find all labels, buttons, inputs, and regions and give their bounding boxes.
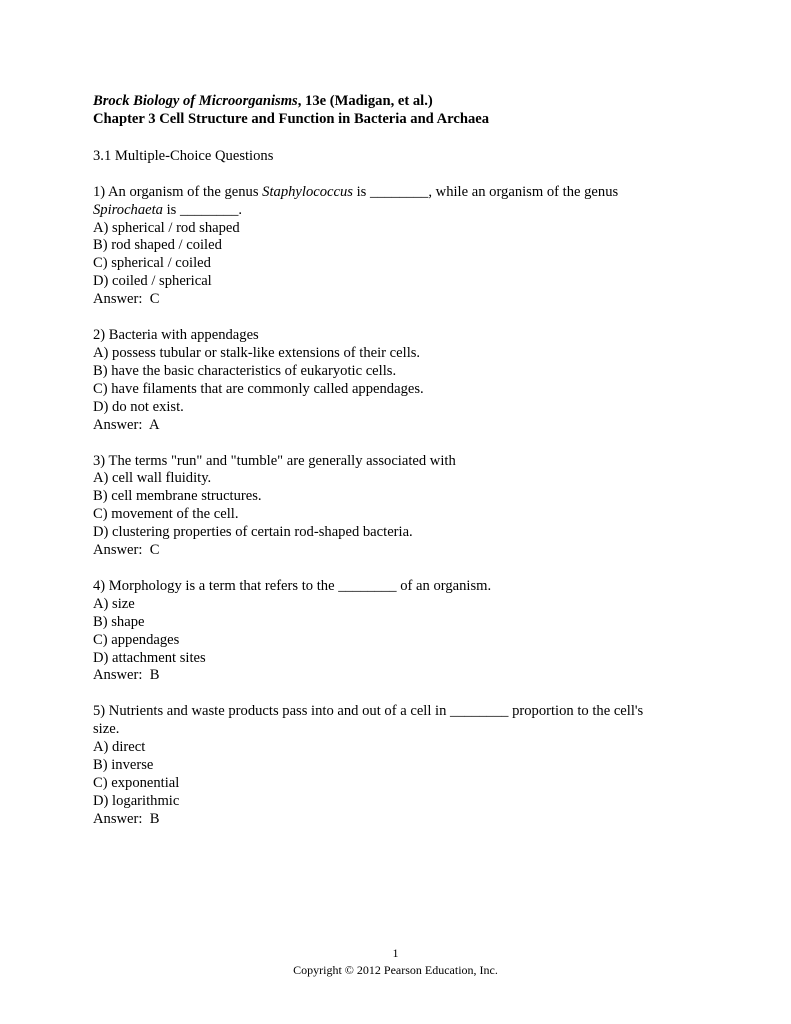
answer: Answer: B [93,810,160,827]
option: B) rod shaped / coiled [93,237,222,254]
genus-spirochaeta: Spirochaeta [93,201,163,218]
option: C) spherical / coiled [93,255,211,272]
answer: Answer: A [93,416,160,433]
question-5 [93,703,703,828]
option: A) cell wall fluidity. [93,470,212,487]
section-title: 3.1 Multiple-Choice Questions [93,147,274,164]
question-2 [93,327,703,434]
option: D) clustering properties of certain rod-shaped bacteria. [93,524,413,541]
option: A) direct [93,739,146,756]
option: A) size [93,595,135,612]
option: B) cell membrane structures. [93,488,262,505]
question-3 [93,453,703,560]
book-title-line [93,93,703,111]
question-4 [93,578,703,685]
option: B) have the basic characteristics of eukaryotic cells. [93,362,397,379]
option: B) shape [93,613,145,630]
question-1-stem-line-2: Spirochaeta is ________. [93,201,243,218]
question-3-stem: 3) The terms "run" and "tumble" are generally associated with [93,452,456,469]
option: C) have filaments that are commonly called appendages. [93,380,424,397]
option: A) spherical / rod shaped [93,219,240,236]
option: C) movement of the cell. [93,506,239,523]
option: C) exponential [93,775,180,791]
option: C) appendages [93,631,180,648]
question-5-stem-line-2: size. [93,721,120,738]
option: D) coiled / spherical [93,273,212,290]
book-title: Brock Biology of Microorganisms [93,93,298,109]
genus-staphylococcus: Staphylococcus [262,183,353,200]
question-4-stem: 4) Morphology is a term that refers to the ________ of an organism. [93,577,492,594]
question-5-stem-line-1: 5) Nutrients and waste products pass into and out of a cell in ________ proportion to the cell's [93,703,644,720]
option: D) logarithmic [93,792,180,809]
question-1-stem-line-1: 1) An organism of the genus Staphylococcus is ________, while an organism of the genus [93,183,619,200]
answer: Answer: C [93,542,160,559]
option: D) attachment sites [93,649,206,666]
option: B) inverse [93,757,154,774]
option: A) possess tubular or stalk-like extensions of their cells. [93,344,421,361]
question-1 [93,184,703,309]
option: D) do not exist. [93,398,184,415]
document-page [93,93,703,829]
page-number: 1 [392,946,399,960]
copyright-notice: Copyright © 2012 Pearson Education, Inc. [293,963,498,977]
book-edition: , 13e (Madigan, et al.) [297,93,433,109]
question-2-stem: 2) Bacteria with appendages [93,327,259,344]
answer: Answer: C [93,291,160,308]
chapter-title: Chapter 3 Cell Structure and Function in Bacteria and Archaea [93,110,490,127]
answer: Answer: B [93,667,160,684]
